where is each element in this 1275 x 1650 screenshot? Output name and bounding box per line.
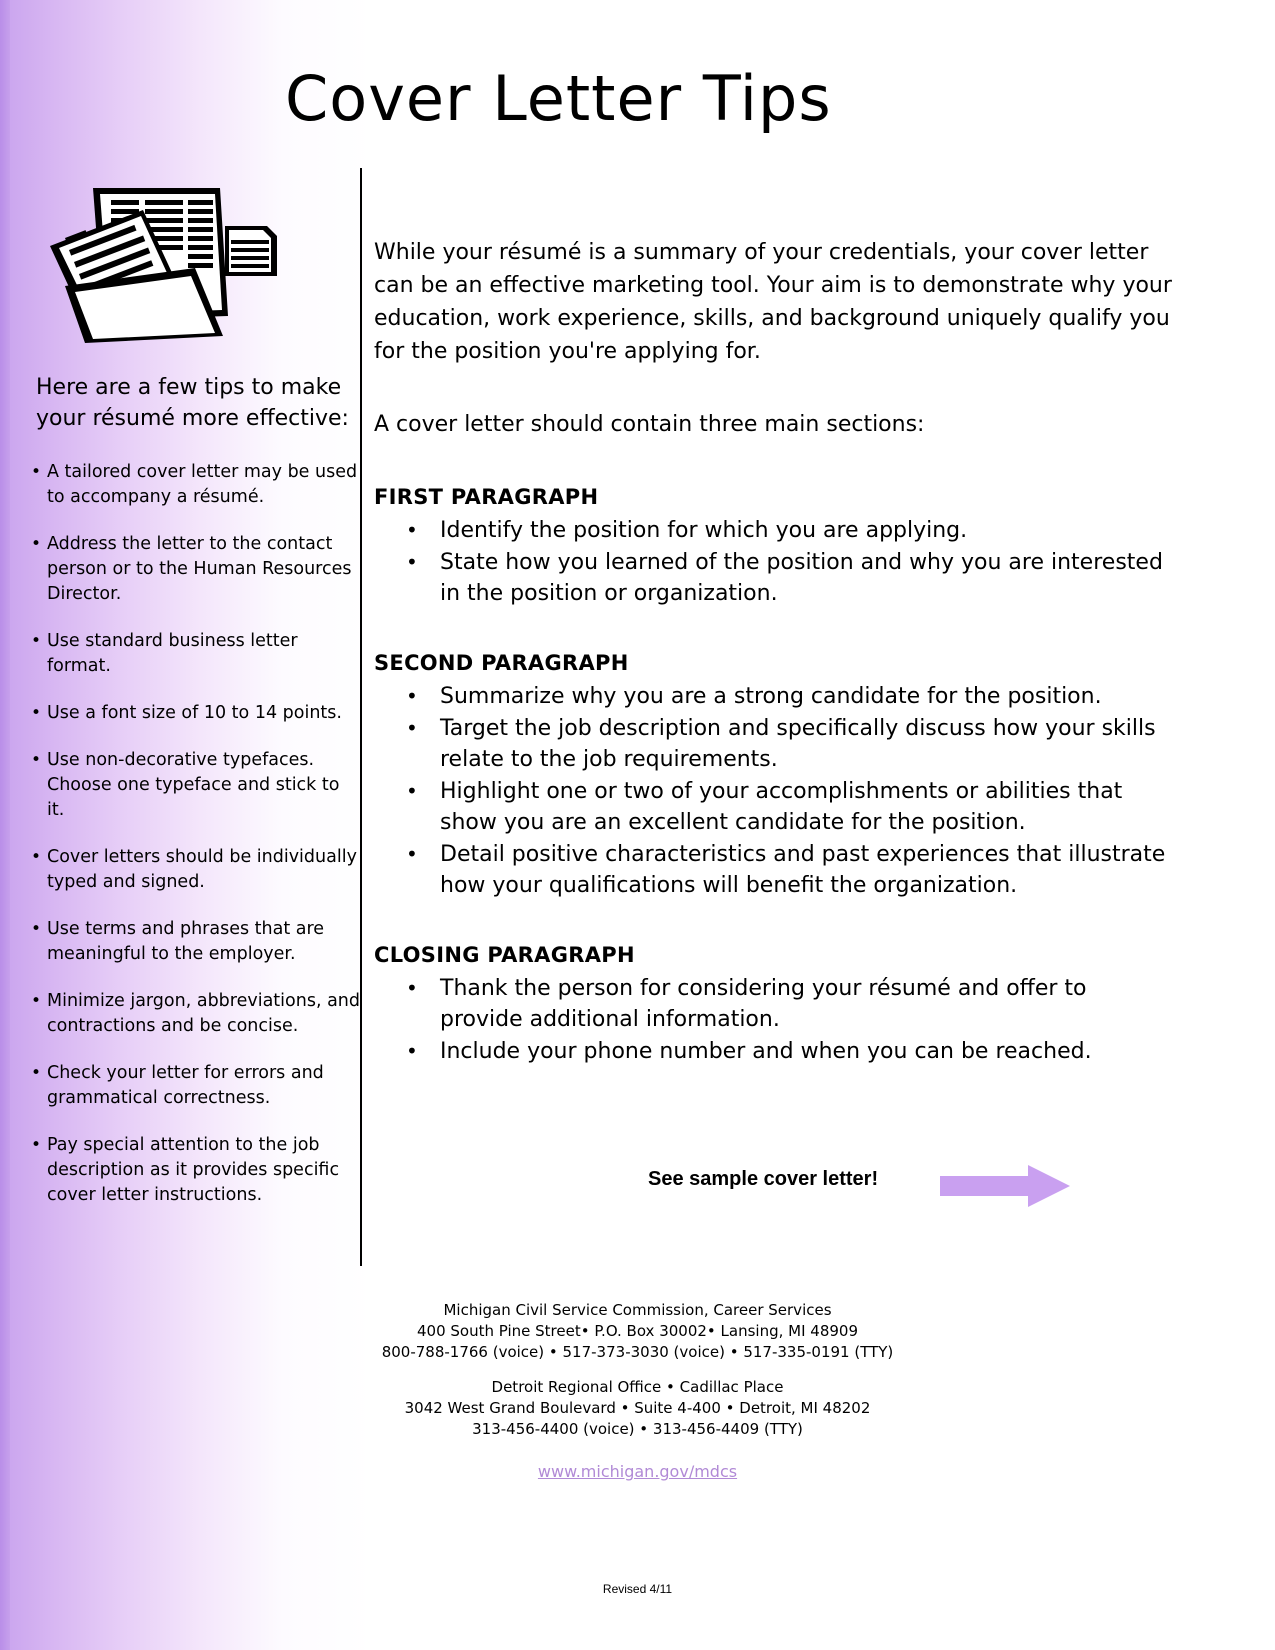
list-item-label: Check your letter for errors and grammatical correctness. bbox=[47, 1063, 324, 1108]
bullet-icon: • bbox=[406, 518, 418, 542]
list-item bbox=[14, 989, 362, 1039]
see-sample-cover-letter-label: See sample cover letter! bbox=[648, 1168, 879, 1190]
list-item-label: A tailored cover letter may be used to accompany a résumé. bbox=[47, 462, 358, 507]
list-item bbox=[14, 532, 362, 607]
intro-paragraph: While your résumé is a summary of your credentials, your cover letter can be an effective marketing tool. Your aim is to demonstrate why your education, work experience, skills, and background uniquely qualify you for the position you're applying for. bbox=[374, 240, 1172, 364]
list-item bbox=[14, 748, 362, 823]
bullet-icon: • bbox=[31, 1063, 42, 1083]
sidebar-heading: Here are a few tips to make your résumé more effective: bbox=[36, 375, 349, 431]
main-content bbox=[374, 236, 1174, 1109]
list-item-label: Cover letters should be individually typed and signed. bbox=[47, 847, 357, 892]
list-item bbox=[14, 1133, 362, 1208]
footer-line: Michigan Civil Service Commission, Career Services bbox=[443, 1301, 832, 1319]
list-item bbox=[374, 713, 1174, 775]
vertical-divider bbox=[360, 168, 362, 1266]
bullet-icon: • bbox=[31, 991, 42, 1011]
list-item bbox=[374, 973, 1174, 1035]
list-item-label: Identify the position for which you are applying. bbox=[440, 518, 968, 543]
list-item-label: Highlight one or two of your accomplishments or abilities that show you are an excellent candidate for the position. bbox=[440, 779, 1123, 835]
footer bbox=[0, 1300, 1275, 1481]
bullet-icon: • bbox=[406, 842, 418, 866]
list-item bbox=[374, 839, 1174, 901]
bullet-icon: • bbox=[31, 750, 42, 770]
list-item-label: Minimize jargon, abbreviations, and contractions and be concise. bbox=[47, 991, 360, 1036]
list-item bbox=[374, 681, 1174, 712]
list-item bbox=[14, 845, 362, 895]
list-item bbox=[374, 776, 1174, 838]
section-heading: FIRST PARAGRAPH bbox=[374, 485, 599, 509]
list-item bbox=[374, 515, 1174, 546]
list-item bbox=[14, 701, 362, 726]
list-item-label: Use standard business letter format. bbox=[47, 631, 298, 676]
footer-line: Detroit Regional Office • Cadillac Place bbox=[491, 1378, 784, 1396]
list-item-label: Target the job description and specifically discuss how your skills relate to the job requirements. bbox=[440, 716, 1156, 772]
section-first-paragraph bbox=[374, 485, 1174, 609]
list-item-label: Summarize why you are a strong candidate for the position. bbox=[440, 684, 1102, 709]
bullet-icon: • bbox=[406, 779, 418, 803]
bullet-icon: • bbox=[406, 976, 418, 1000]
footer-detroit-office bbox=[0, 1377, 1275, 1440]
lead-line: A cover letter should contain three main sections: bbox=[374, 412, 925, 437]
list-item-label: Use terms and phrases that are meaningful to the employer. bbox=[47, 919, 325, 964]
footer-line: 313-456-4400 (voice) • 313-456-4409 (TTY) bbox=[472, 1420, 803, 1438]
paper-stack-back bbox=[225, 226, 277, 276]
section-heading: SECOND PARAGRAPH bbox=[374, 651, 629, 675]
revision-note: Revised 4/11 bbox=[602, 1582, 673, 1596]
bullet-icon: • bbox=[31, 847, 42, 867]
footer-lansing-office bbox=[0, 1300, 1275, 1363]
footer-line: 400 South Pine Street• P.O. Box 30002• Lansing, MI 48909 bbox=[417, 1322, 858, 1340]
bullet-icon: • bbox=[31, 1135, 42, 1155]
list-item-label: Address the letter to the contact person or to the Human Resources Director. bbox=[47, 534, 352, 604]
list-item-label: Use a font size of 10 to 14 points. bbox=[47, 703, 342, 723]
footer-line: 3042 West Grand Boulevard • Suite 4-400 • Detroit, MI 48202 bbox=[404, 1399, 871, 1417]
bullet-icon: • bbox=[406, 550, 418, 574]
list-item-label: Use non-decorative typefaces. Choose one typeface and stick to it. bbox=[47, 750, 340, 820]
footer-website-link[interactable]: www.michigan.gov/mdcs bbox=[537, 1462, 738, 1481]
bullet-icon: • bbox=[31, 703, 42, 723]
section-heading: CLOSING PARAGRAPH bbox=[374, 943, 635, 967]
bullet-icon: • bbox=[406, 1039, 418, 1063]
section-items-list bbox=[374, 681, 1174, 901]
list-item bbox=[14, 629, 362, 679]
list-item bbox=[14, 917, 362, 967]
sidebar-tips-list bbox=[14, 460, 362, 1208]
page-title: Cover Letter Tips bbox=[285, 62, 832, 135]
section-closing-paragraph bbox=[374, 943, 1174, 1067]
list-item-label: Include your phone number and when you can be reached. bbox=[440, 1039, 1092, 1064]
bullet-icon: • bbox=[31, 462, 42, 482]
footer-line: 800-788-1766 (voice) • 517-373-3030 (voice) • 517-335-0191 (TTY) bbox=[381, 1343, 894, 1361]
section-second-paragraph bbox=[374, 651, 1174, 901]
bullet-icon: • bbox=[31, 631, 42, 651]
bullet-icon: • bbox=[31, 534, 42, 554]
list-item bbox=[14, 1061, 362, 1111]
list-item-label: Detail positive characteristics and past experiences that illustrate how your qualifications will benefit the organization. bbox=[440, 842, 1166, 898]
list-item-label: Pay special attention to the job description as it provides specific cover letter instructions. bbox=[47, 1135, 340, 1205]
section-items-list bbox=[374, 515, 1174, 609]
list-item bbox=[14, 460, 362, 510]
sidebar-tips-panel bbox=[14, 372, 362, 1230]
bullet-icon: • bbox=[406, 716, 418, 740]
bullet-icon: • bbox=[406, 684, 418, 708]
documents-papers-clipart bbox=[45, 168, 285, 343]
list-item bbox=[374, 1036, 1174, 1067]
section-items-list bbox=[374, 973, 1174, 1067]
list-item-label: Thank the person for considering your résumé and offer to provide additional information. bbox=[440, 976, 1087, 1032]
list-item-label: State how you learned of the position and why you are interested in the position or organization. bbox=[440, 550, 1163, 606]
right-arrow-icon bbox=[940, 1165, 1070, 1207]
list-item bbox=[374, 547, 1174, 609]
bullet-icon: • bbox=[31, 919, 42, 939]
